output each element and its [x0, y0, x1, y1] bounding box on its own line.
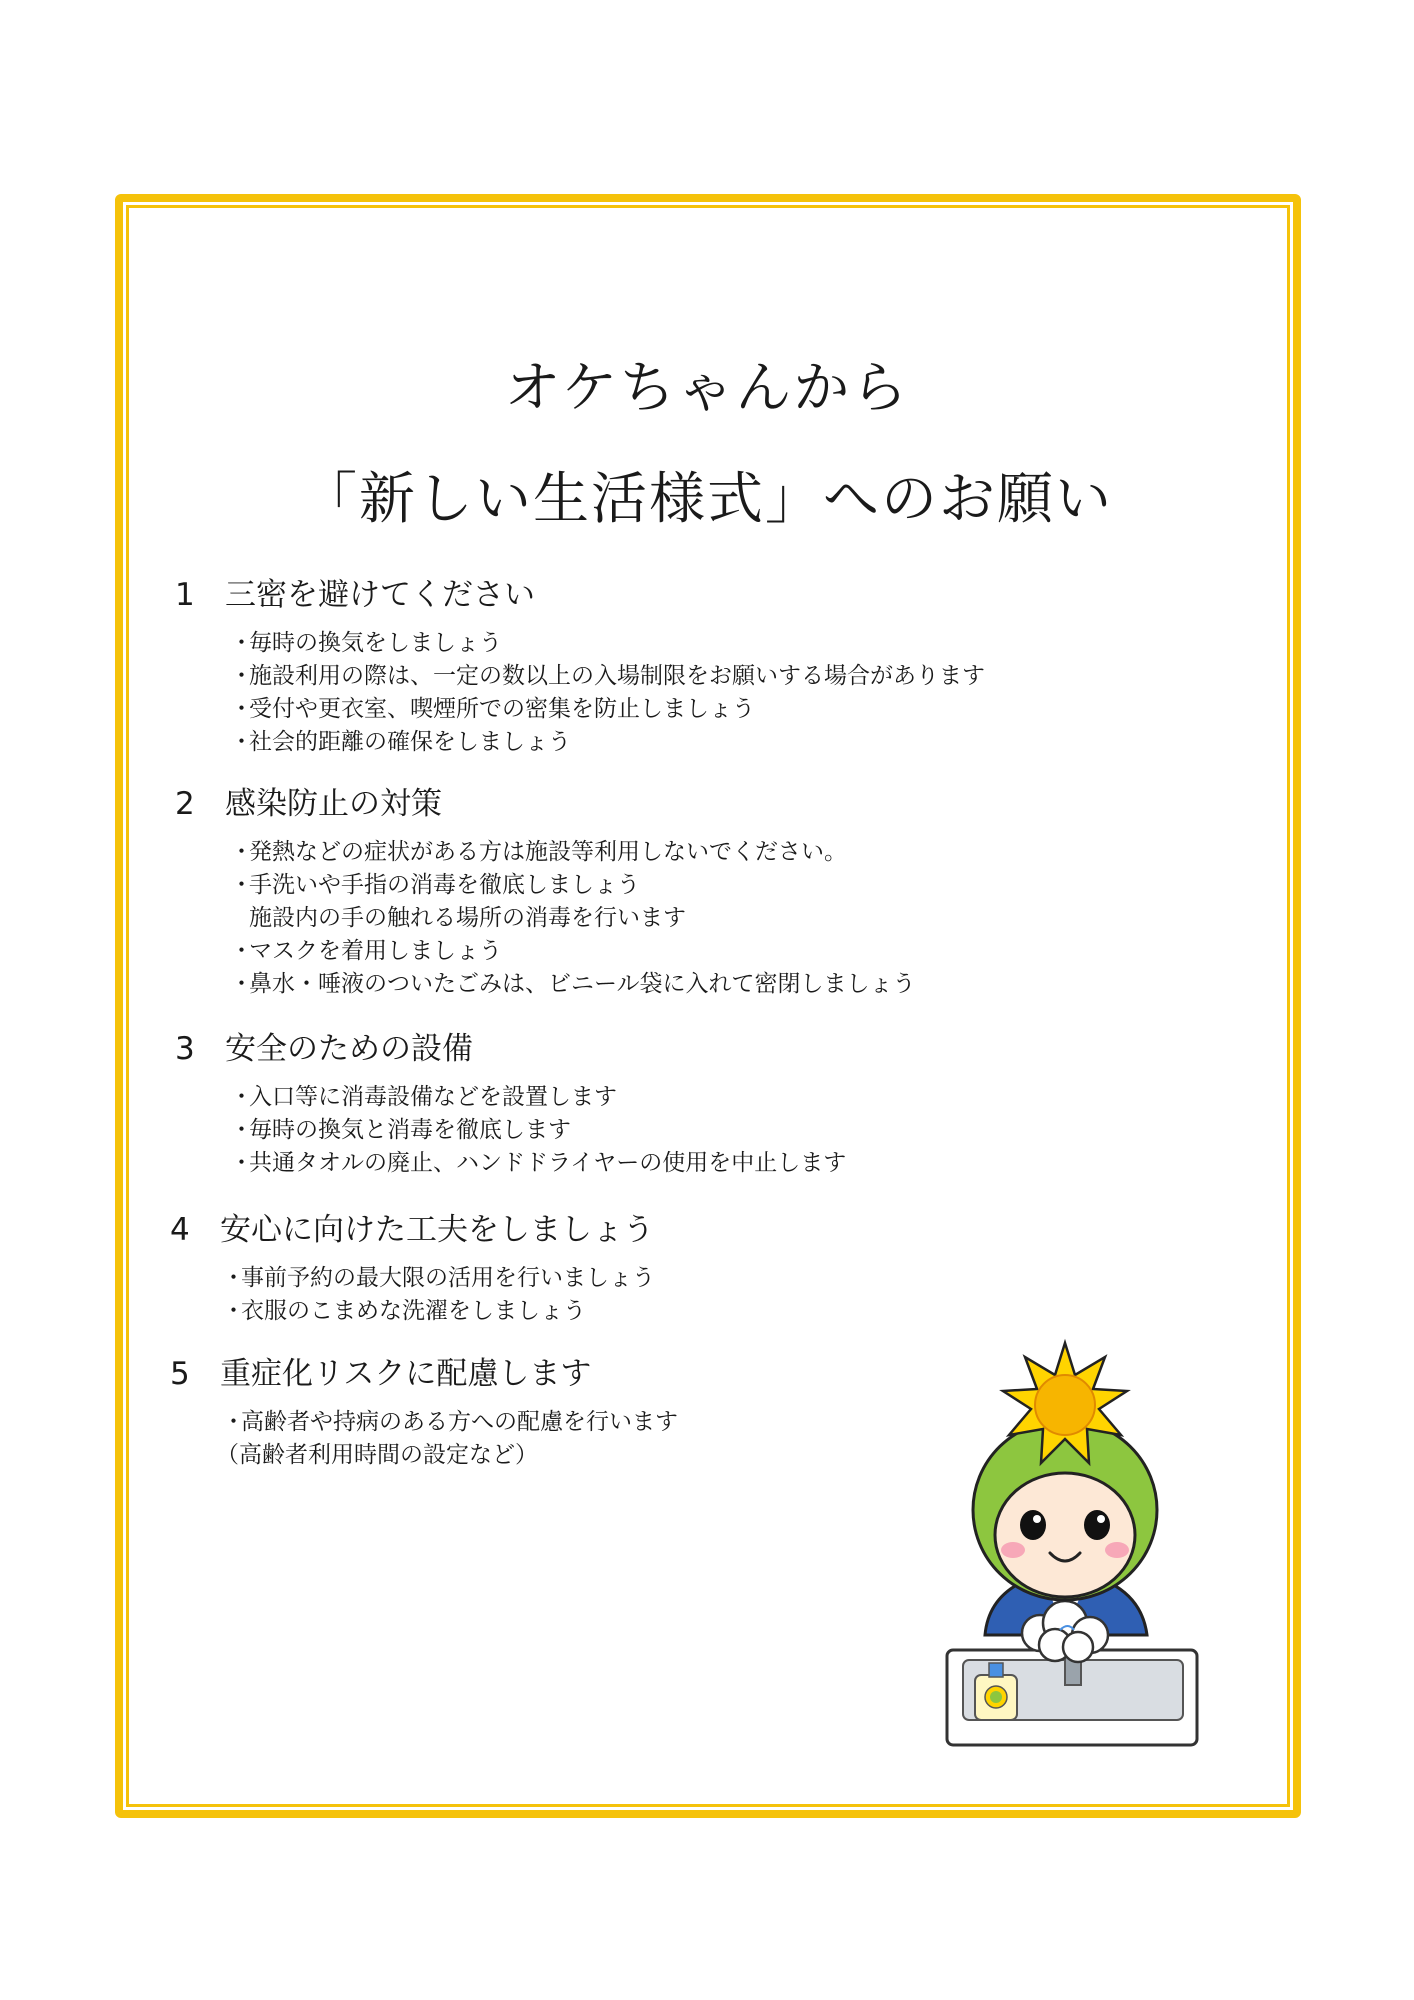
bullet: ・	[230, 1117, 253, 1143]
bullet: ・	[230, 696, 253, 722]
list-item-text: 鼻水・唾液のついたごみは、ビニール袋に入れて密閉しましょう	[249, 971, 916, 997]
list-item-text: 事前予約の最大限の活用を行いましょう	[241, 1265, 655, 1291]
list-item	[230, 627, 985, 660]
section-item-list	[175, 627, 985, 759]
bullet: ・	[230, 938, 253, 964]
page-title-line-1: オケちゃんから	[504, 356, 910, 421]
section-avoid-three-cs	[175, 575, 985, 759]
section-item-list	[170, 1262, 655, 1328]
list-item-text: 共通タオルの廃止、ハンドドライヤーの使用を中止します	[249, 1150, 847, 1176]
page-title-line-2: 「新しい生活様式」へのお願い	[301, 467, 1113, 532]
mascot-illustration	[915, 1335, 1215, 1755]
section-item-list	[170, 1406, 678, 1472]
list-item	[230, 935, 916, 968]
list-item-text: 発熱などの症状がある方は施設等利用しないでください。	[249, 839, 847, 865]
list-item	[230, 726, 985, 759]
list-item-note	[216, 1439, 678, 1472]
section-heading	[170, 1354, 678, 1394]
bullet: ・	[230, 630, 253, 656]
list-item-continuation	[230, 902, 916, 935]
list-item	[230, 968, 916, 1001]
list-item	[230, 1114, 846, 1147]
section-number: 2	[175, 786, 195, 822]
list-item-text: 毎時の換気と消毒を徹底します	[249, 1117, 571, 1143]
section-number: 5	[170, 1356, 190, 1392]
bullet: ・	[230, 872, 253, 898]
section-severe-risk	[170, 1354, 678, 1472]
list-item	[230, 1147, 846, 1180]
list-item	[230, 660, 985, 693]
bullet: ・	[222, 1298, 245, 1324]
bullet: ・	[222, 1409, 245, 1435]
list-item-text: 受付や更衣室、喫煙所での密集を防止しましょう	[249, 696, 755, 722]
bullet: ・	[230, 839, 253, 865]
list-item	[222, 1406, 678, 1439]
list-item	[230, 836, 916, 869]
list-item-text: 入口等に消毒設備などを設置します	[249, 1084, 617, 1110]
list-item-text: 社会的距離の確保をしましょう	[249, 729, 571, 755]
bullet: ・	[230, 1150, 253, 1176]
section-safety-equipment	[175, 1029, 846, 1180]
section-title: 三密を避けてください	[225, 577, 535, 613]
list-item-text: 毎時の換気をしましょう	[249, 630, 502, 656]
section-number: 4	[170, 1212, 190, 1248]
section-title: 重症化リスクに配慮します	[220, 1356, 592, 1392]
okechan-handwashing-icon	[915, 1335, 1215, 1755]
list-item-text: 施設内の手の触れる場所の消毒を行います	[249, 905, 686, 931]
section-heading	[170, 1210, 655, 1250]
list-item	[230, 693, 985, 726]
list-item	[222, 1295, 655, 1328]
list-item	[230, 869, 916, 902]
section-infection-prevention	[175, 784, 916, 1001]
section-title: 安全のための設備	[225, 1031, 473, 1067]
list-item-text: マスクを着用しましょう	[249, 938, 502, 964]
bullet: ・	[230, 971, 253, 997]
section-heading	[175, 575, 985, 615]
section-heading	[175, 784, 916, 824]
section-title: 安心に向けた工夫をしましょう	[220, 1212, 654, 1248]
bullet: ・	[222, 1265, 245, 1291]
list-item-text: （高齢者利用時間の設定など）	[216, 1442, 538, 1468]
bullet: ・	[230, 1084, 253, 1110]
list-item-text: 手洗いや手指の消毒を徹底しましょう	[249, 872, 640, 898]
section-peace-of-mind	[170, 1210, 655, 1328]
section-item-list	[175, 836, 916, 1001]
list-item	[230, 1081, 846, 1114]
list-item	[222, 1262, 655, 1295]
section-number: 3	[175, 1031, 195, 1067]
section-item-list	[175, 1081, 846, 1180]
list-item-text: 高齢者や持病のある方への配慮を行います	[241, 1409, 678, 1435]
bullet: ・	[230, 729, 253, 755]
section-title: 感染防止の対策	[225, 786, 442, 822]
section-heading	[175, 1029, 846, 1069]
bullet: ・	[230, 663, 253, 689]
list-item-text: 施設利用の際は、一定の数以上の入場制限をお願いする場合があります	[249, 663, 985, 689]
list-item-text: 衣服のこまめな洗濯をしましょう	[241, 1298, 586, 1324]
section-number: 1	[175, 577, 195, 613]
